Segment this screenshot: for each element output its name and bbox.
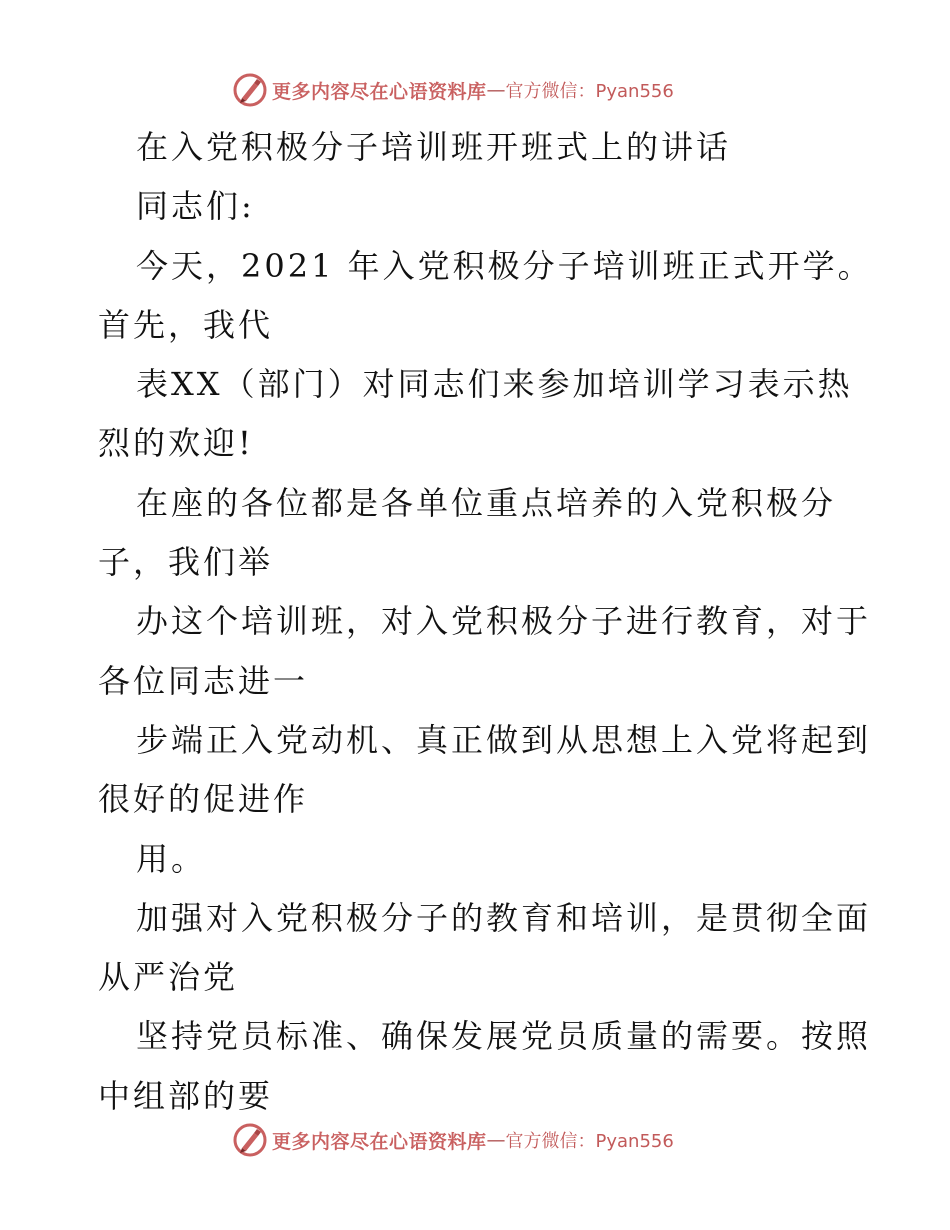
text-line: 很好的促进作 bbox=[98, 780, 309, 819]
text-line: 各位同志进一 bbox=[98, 661, 309, 700]
text-line: 子，我们举 bbox=[98, 543, 274, 582]
text-line: 加强对入党积极分子的教育和培训，是贯彻全面 bbox=[136, 898, 872, 937]
watermark-suffix: 官方微信：Pyan556 bbox=[505, 1131, 674, 1152]
text-line: 办这个培训班，对入党积极分子进行教育，对于 bbox=[136, 602, 872, 641]
pen-logo-icon bbox=[232, 72, 268, 108]
text-line: 表XX（部门）对同志们来参加培训学习表示热 bbox=[136, 365, 853, 404]
document-body bbox=[98, 118, 873, 1126]
salutation: 同志们: bbox=[136, 187, 255, 226]
footer-watermark bbox=[232, 1120, 674, 1160]
text-line: 步端正入党动机、真正做到从思想上入党将起到 bbox=[136, 720, 872, 759]
header-watermark bbox=[232, 70, 674, 110]
watermark-suffix: 官方微信：Pyan556 bbox=[505, 81, 674, 102]
text-line: 从严治党 bbox=[98, 958, 239, 997]
text-line: 首先，我代 bbox=[98, 305, 274, 344]
text-line: 今天，2021 年入党积极分子培训班正式开学。 bbox=[136, 246, 873, 285]
pen-logo-icon bbox=[232, 1122, 268, 1158]
text-line: 在座的各位都是各单位重点培养的入党积极分 bbox=[136, 483, 837, 522]
document-title: 在入党积极分子培训班开班式上的讲话 bbox=[136, 128, 732, 166]
text-line: 中组部的要 bbox=[98, 1076, 274, 1115]
watermark-separator: — bbox=[486, 79, 506, 101]
watermark-text: 更多内容尽在心语资料库 bbox=[272, 1130, 487, 1153]
text-line: 坚持党员标准、确保发展党员质量的需要。按照 bbox=[136, 1017, 872, 1056]
watermark-separator: — bbox=[486, 1129, 506, 1151]
text-line: 用。 bbox=[136, 839, 207, 878]
watermark-text: 更多内容尽在心语资料库 bbox=[272, 80, 487, 103]
text-line: 烈的欢迎! bbox=[98, 424, 254, 463]
